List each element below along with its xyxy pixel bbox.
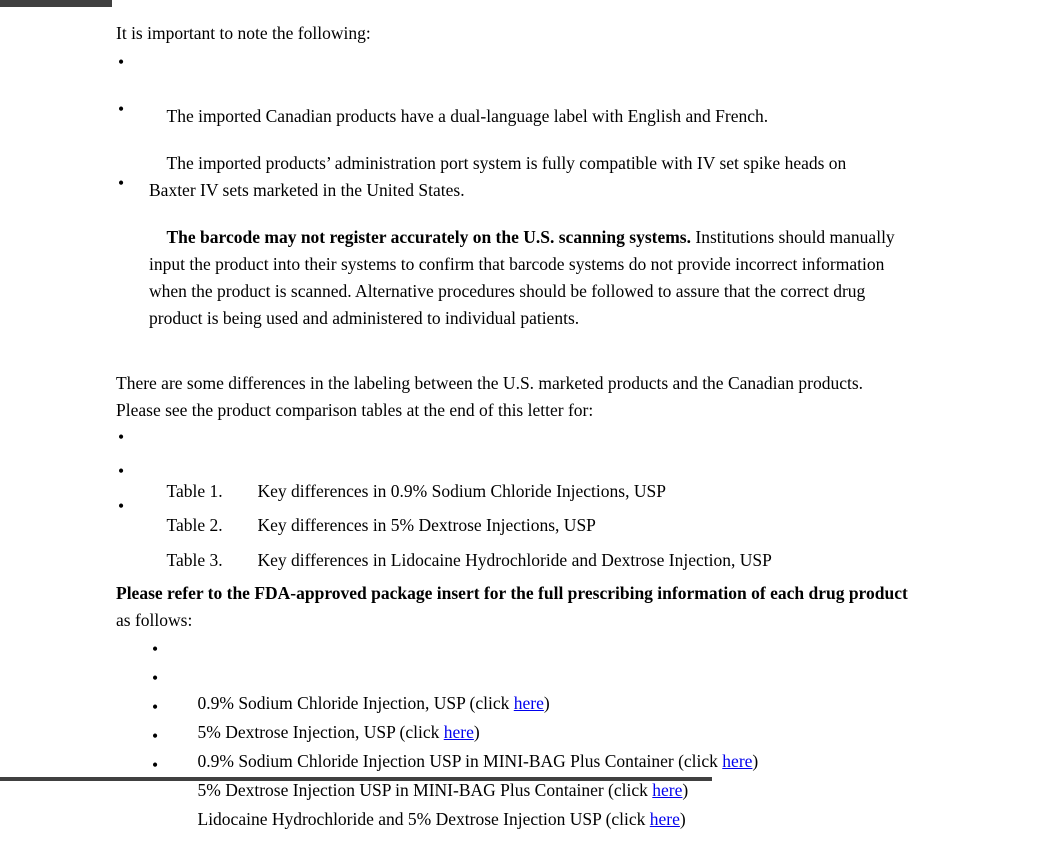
product-name-text: 0.9% Sodium Chloride Injection USP in MINI-BAG Plus Container (click <box>197 751 723 771</box>
bullet-icon: • <box>152 639 159 659</box>
bullet-text: Institutions should manually input the product into their systems to confirm that barcode systems do not provide incorrect information when the product is scanned. Alternative procedures should be followed to assure that the correct drug product is being used and administered to individual patients. <box>149 227 900 328</box>
here-link[interactable]: here <box>443 722 474 742</box>
list-item <box>116 170 916 359</box>
here-link[interactable]: here <box>652 780 683 800</box>
bullet-icon: • <box>152 668 159 688</box>
table-description: Key differences in 0.9% Sodium Chloride Injections, USP <box>257 481 666 501</box>
bullet-text: The imported Canadian products have a dual-language label with English and French. <box>166 106 769 126</box>
document-page <box>116 0 926 829</box>
bullet-icon: • <box>152 755 159 775</box>
here-link[interactable]: here <box>722 751 753 771</box>
bullet-icon: • <box>118 427 125 447</box>
bullet-text: The imported products’ administration port system is fully compatible with IV set spike heads on Baxter IV sets marketed in the United States. <box>149 153 851 200</box>
product-name-text: 5% Dextrose Injection USP in MINI-BAG Plus Container (click <box>197 780 653 800</box>
closing-paren: ) <box>473 722 480 742</box>
barcode-warning-bold-text: The barcode may not register accurately on the U.S. scanning systems. <box>166 227 691 247</box>
viewer-background-top-strip <box>0 0 112 7</box>
table-description: Key differences in 5% Dextrose Injections, USP <box>257 515 596 535</box>
closing-paren: ) <box>679 809 686 829</box>
product-name-text: 5% Dextrose Injection, USP (click <box>197 722 444 742</box>
bullet-icon: • <box>118 99 125 119</box>
bullet-icon: • <box>118 173 125 193</box>
here-link[interactable]: here <box>513 693 544 713</box>
refer-paragraph <box>116 580 916 634</box>
table-number-label: Table 3. <box>166 550 223 570</box>
product-name-text: Lidocaine Hydrochloride and 5% Dextrose Injection USP (click <box>197 809 650 829</box>
product-name-text: 0.9% Sodium Chloride Injection, USP (click <box>197 693 514 713</box>
table-description: Key differences in Lidocaine Hydrochloride and Dextrose Injection, USP <box>257 550 772 570</box>
table-number-label: Table 2. <box>166 515 223 535</box>
refer-bold-text: Please refer to the FDA-approved package insert for the full prescribing information of each drug product <box>116 582 908 603</box>
here-link[interactable]: here <box>649 809 680 829</box>
closing-paren: ) <box>682 780 689 800</box>
differences-paragraph: There are some differences in the labeling between the U.S. marketed products and the Canadian products. Please see the product comparison tables at the end of this letter for: <box>116 372 872 420</box>
bullet-icon: • <box>118 496 125 516</box>
intro-paragraph: It is important to note the following: <box>116 22 371 43</box>
bullet-icon: • <box>118 52 125 72</box>
bullet-icon: • <box>152 726 159 746</box>
package-insert-list-item <box>116 752 926 860</box>
closing-paren: ) <box>543 693 550 713</box>
closing-paren: ) <box>752 751 759 771</box>
bullet-icon: • <box>152 697 159 717</box>
bullet-icon: • <box>118 461 125 481</box>
table-number-label: Table 1. <box>166 481 223 501</box>
refer-regular-text: as follows: <box>116 582 913 630</box>
